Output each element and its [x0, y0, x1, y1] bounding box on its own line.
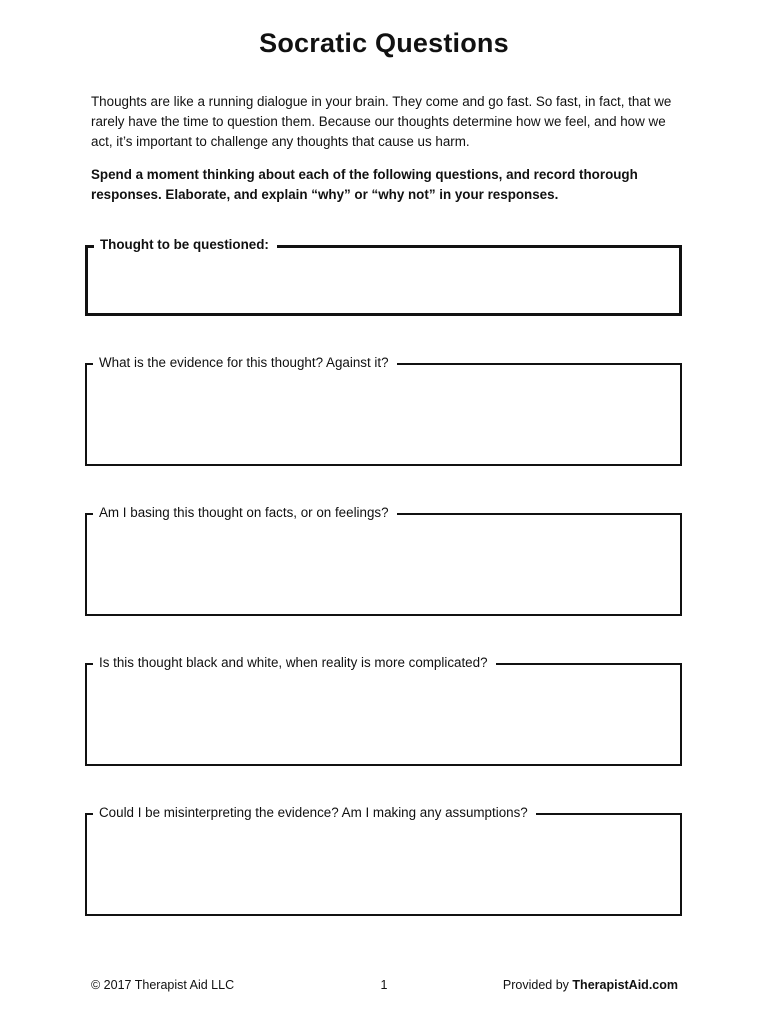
page-title: Socratic Questions	[259, 28, 509, 58]
intro-paragraph: Thoughts are like a running dialogue in your brain. They come and go fast. So fast, in fact, that we rarely have the time to question them. Because our thoughts determine how we feel, and how we act, it’s important to challenge any thoughts that cause us harm.	[91, 94, 672, 149]
facts-feelings-answer-area[interactable]	[97, 529, 670, 608]
footer-page-number: 1	[380, 978, 388, 992]
footer-provided-by	[503, 976, 678, 994]
facts-feelings-question-box	[85, 505, 682, 616]
black-white-question-box	[85, 655, 682, 766]
misinterpreting-question-box	[85, 805, 682, 916]
instructions-paragraph: Spend a moment thinking about each of the following questions, and record thorough responses. Elaborate, and explain “why” or “why not” in your responses.	[91, 167, 638, 202]
misinterpreting-answer-area[interactable]	[97, 829, 670, 908]
evidence-question-label: What is the evidence for this thought? Against it?	[93, 353, 397, 373]
facts-feelings-question-label: Am I basing this thought on facts, or on feelings?	[93, 503, 397, 523]
thought-box	[85, 237, 682, 316]
footer-brand-link[interactable]: TherapistAid.com	[572, 978, 678, 992]
misinterpreting-question-label: Could I be misinterpreting the evidence? Am I making any assumptions?	[93, 803, 536, 823]
thought-label: Thought to be questioned:	[94, 235, 277, 255]
thought-answer-area[interactable]	[98, 262, 669, 307]
footer-provided-label: Provided by	[502, 978, 569, 992]
evidence-question-box	[85, 355, 682, 466]
evidence-answer-area[interactable]	[97, 379, 670, 458]
black-white-answer-area[interactable]	[97, 679, 670, 758]
black-white-question-label: Is this thought black and white, when reality is more complicated?	[93, 653, 496, 673]
footer-copyright: © 2017 Therapist Aid LLC	[91, 978, 235, 992]
